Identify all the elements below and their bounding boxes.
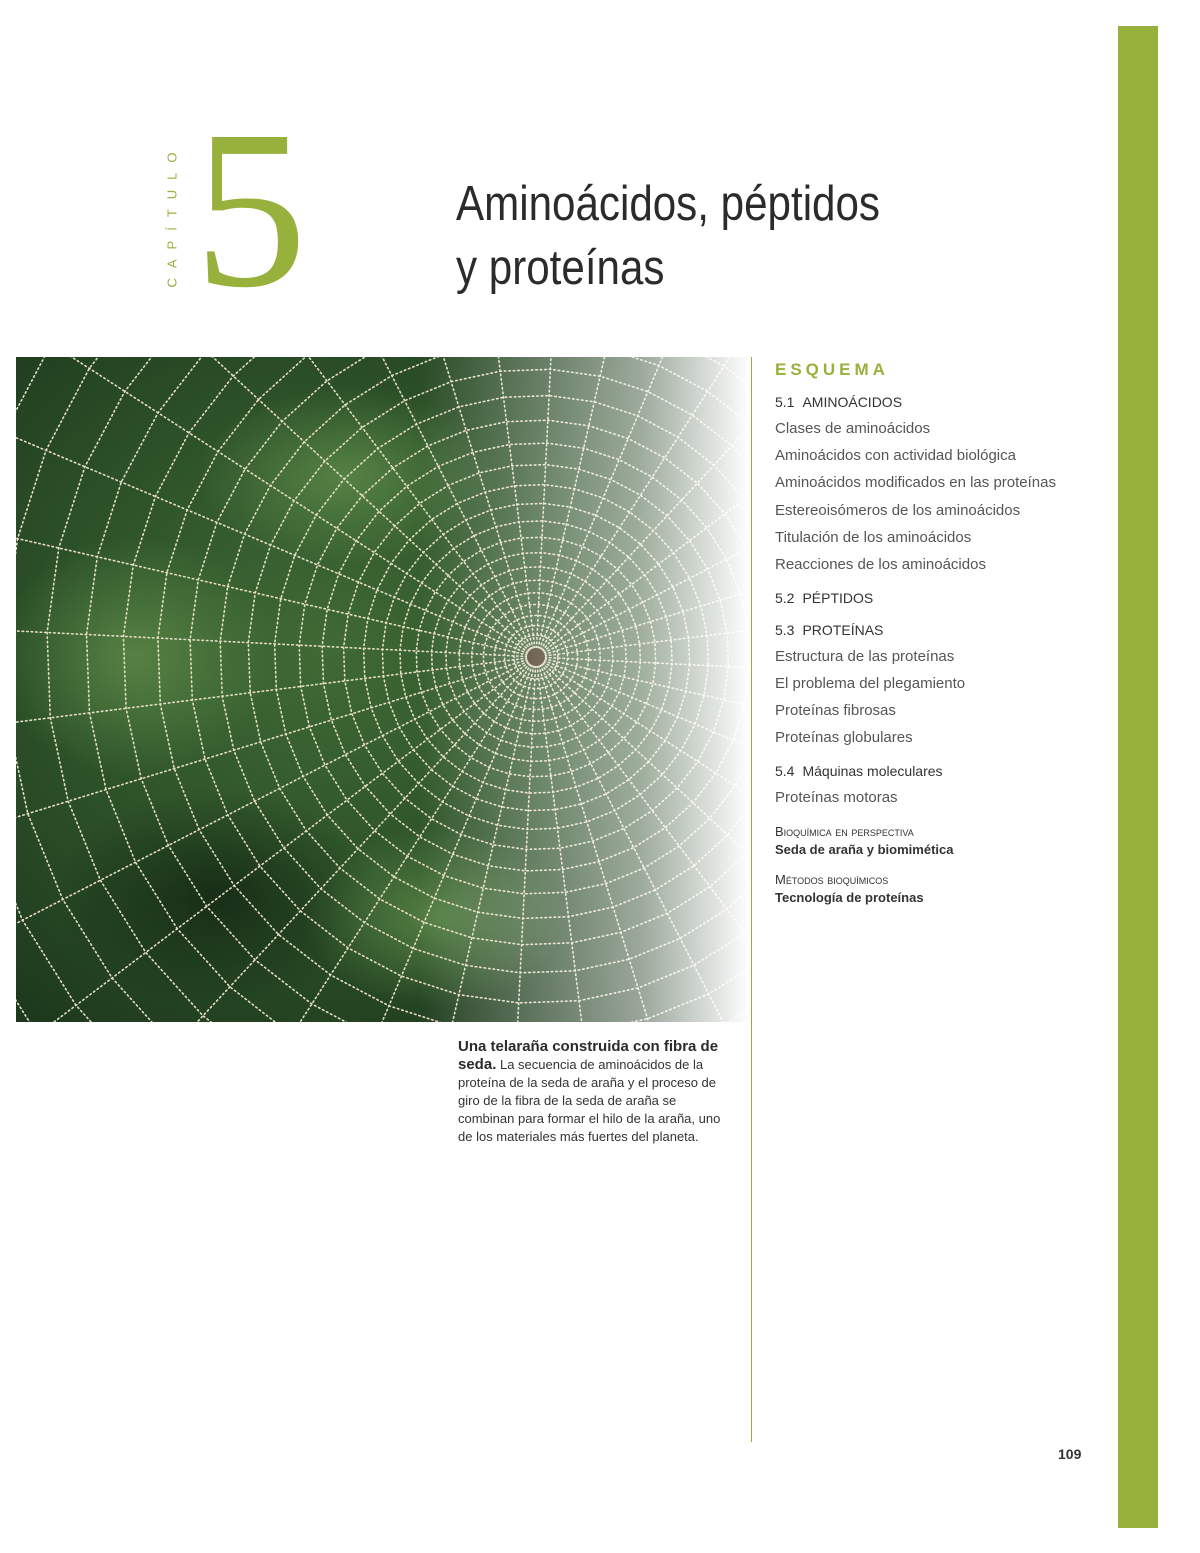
outline-item: Estereoisómeros de los aminoácidos xyxy=(775,502,1021,519)
chapter-title xyxy=(456,172,880,300)
box-subtitle: Tecnología de proteínas xyxy=(775,890,924,905)
caption-body: La secuencia de aminoácidos de la proteína de la seda de araña y el proceso de giro de la fibra de la seda de araña se combinan para formar el hilo de la araña, uno de los materiales más fuertes del planeta. xyxy=(458,1057,721,1144)
chapter-number: 5 xyxy=(194,84,307,334)
outline-item: Aminoácidos con actividad biológica xyxy=(775,447,1016,464)
chapter-title-line-1: Aminoácidos, péptidos xyxy=(456,177,880,231)
outline-item: Clases de aminoácidos xyxy=(775,420,931,437)
page-number: 109 xyxy=(1058,1446,1082,1462)
box-subtitle: Seda de araña y biomimética xyxy=(775,842,954,857)
chapter-title-line-2: y proteínas xyxy=(456,241,665,295)
outline-item: El problema del plegamiento xyxy=(775,675,966,692)
spider-web-photo xyxy=(16,357,750,1022)
outline-heading: ESQUEMA xyxy=(775,360,889,379)
outline-item: Proteínas globulares xyxy=(775,729,913,746)
outline-item: Proteínas motoras xyxy=(775,789,898,806)
outline-item: Estructura de las proteínas xyxy=(775,648,955,665)
column-divider xyxy=(751,357,752,1442)
outline-item: Reacciones de los aminoácidos xyxy=(775,556,986,573)
outline-item: Proteínas fibrosas xyxy=(775,702,896,719)
chapter-label: CAPÍTULO xyxy=(164,142,180,288)
photo-caption xyxy=(458,1038,734,1146)
outline-item: Aminoácidos modificados en las proteínas xyxy=(775,474,1056,491)
box-heading: Bioquímica en perspectiva xyxy=(775,824,914,839)
outline-section: 5.1 AMINOÁCIDOS xyxy=(775,394,903,410)
spider-web-illustration xyxy=(16,357,750,1022)
box-heading: Métodos bioquímicos xyxy=(775,872,889,887)
caption-lead: Una telaraña construida con fibra de seda. xyxy=(458,1038,719,1073)
outline-section: 5.2 PÉPTIDOS xyxy=(775,590,874,606)
outline-section: 5.3 PROTEÍNAS xyxy=(775,622,884,638)
outline-section: 5.4 Máquinas moleculares xyxy=(775,763,943,779)
side-color-bar xyxy=(1118,26,1158,1528)
outline-item: Titulación de los aminoácidos xyxy=(775,529,972,546)
chapter-outline xyxy=(775,356,1105,907)
